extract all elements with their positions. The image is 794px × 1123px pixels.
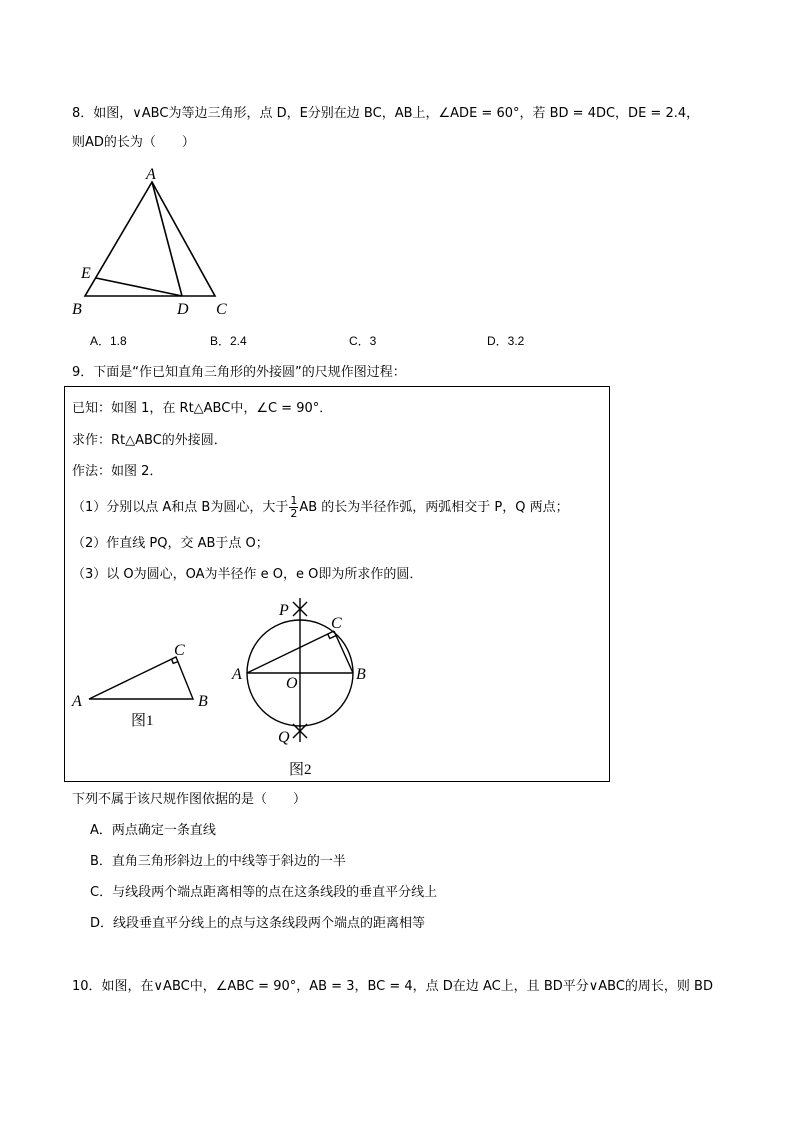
q9-step1: [72, 492, 569, 526]
q9-figure-2: [226, 596, 386, 782]
q8-option-c[interactable]: C．3: [349, 334, 377, 348]
q9-option-b[interactable]: B．直角三角形斜边上的中线等于斜边的一半: [90, 854, 346, 869]
q9-option-c[interactable]: C．与线段两个端点距离相等的点在这条线段的垂直平分线上: [90, 885, 438, 900]
q9-option-a[interactable]: A．两点确定一条直线: [90, 823, 216, 838]
q8-option-a[interactable]: A．1.8: [90, 334, 127, 348]
q8-option-b[interactable]: B．2.4: [210, 334, 247, 348]
q8-figure: [60, 160, 250, 320]
q9-option-d[interactable]: D．线段垂直平分线上的点与这条线段两个端点的距离相等: [90, 916, 426, 931]
fig1-label-c: C: [174, 642, 185, 659]
fig2-label-p: P: [279, 602, 289, 619]
q8-option-d[interactable]: D．3.2: [487, 334, 525, 348]
q8-label-d: D: [177, 301, 189, 318]
q10-stem-line1: 10．如图，在∨ABC中，∠ABC = 90°，AB = 3，BC = 4，点 D在边 AC上，且 BD平分∨ABC的周长，则 BD: [72, 979, 713, 994]
q8-stem-line1: 8．如图，∨ABC为等边三角形，点 D，E分别在边 BC，AB上，∠ADE = 60°，若 BD = 4DC，DE = 2.4，: [72, 106, 700, 121]
fig2-right-angle-mark: [328, 634, 336, 638]
q8-label-a: A: [146, 166, 156, 183]
q9-step1-after: AB 的长为半径作弧，两弧相交于 P，Q 两点；: [299, 500, 569, 515]
fig2-label-c: C: [331, 615, 342, 632]
fraction-denominator: 2: [290, 507, 298, 520]
q9-step2: （2）作直线 PQ，交 AB于点 O；: [72, 536, 269, 551]
q9-method: 作法：如图 2．: [72, 464, 163, 479]
q9-step1-before: （1）分别以点 A和点 B为圆心，大于: [72, 500, 289, 515]
fig2-label-b: B: [356, 666, 366, 683]
q8-segment-ad: [152, 182, 182, 296]
q8-label-c: C: [216, 301, 227, 318]
q8-label-b: B: [72, 301, 82, 318]
q8-stem-line2: 则AD的长为（ ）: [72, 135, 195, 150]
fraction-one-half: [289, 495, 298, 520]
fig1-triangle: [89, 657, 193, 699]
fraction-numerator: 1: [290, 494, 298, 507]
q9-intro: 9．下面是“作已知直角三角形的外接圆”的尺规作图过程：: [72, 365, 406, 380]
q9-known: 已知：如图 1，在 Rt△ABC中，∠C = 90°．: [72, 401, 333, 416]
fig2-label-q: Q: [278, 729, 290, 746]
q9-task: 求作：Rt△ABC的外接圆．: [72, 433, 227, 448]
q8-label-e: E: [81, 265, 91, 282]
fig1-caption: 图1: [131, 713, 154, 729]
q8-segment-de: [96, 278, 182, 296]
fig2-caption: 图2: [289, 762, 312, 778]
fig1-label-a: A: [72, 693, 82, 710]
fig2-label-a: A: [232, 666, 242, 683]
fig2-label-o: O: [286, 675, 298, 692]
q9-question: 下列不属于该尺规作图依据的是（ ）: [72, 792, 307, 807]
fig2-segment-bc: [334, 631, 353, 673]
fig1-label-b: B: [198, 693, 208, 710]
q8-triangle-abc: [85, 182, 215, 296]
q9-step3: （3）以 O为圆心，OA为半径作 e O，e O即为所求作的圆．: [72, 567, 423, 582]
q9-figure-1: [66, 636, 226, 736]
